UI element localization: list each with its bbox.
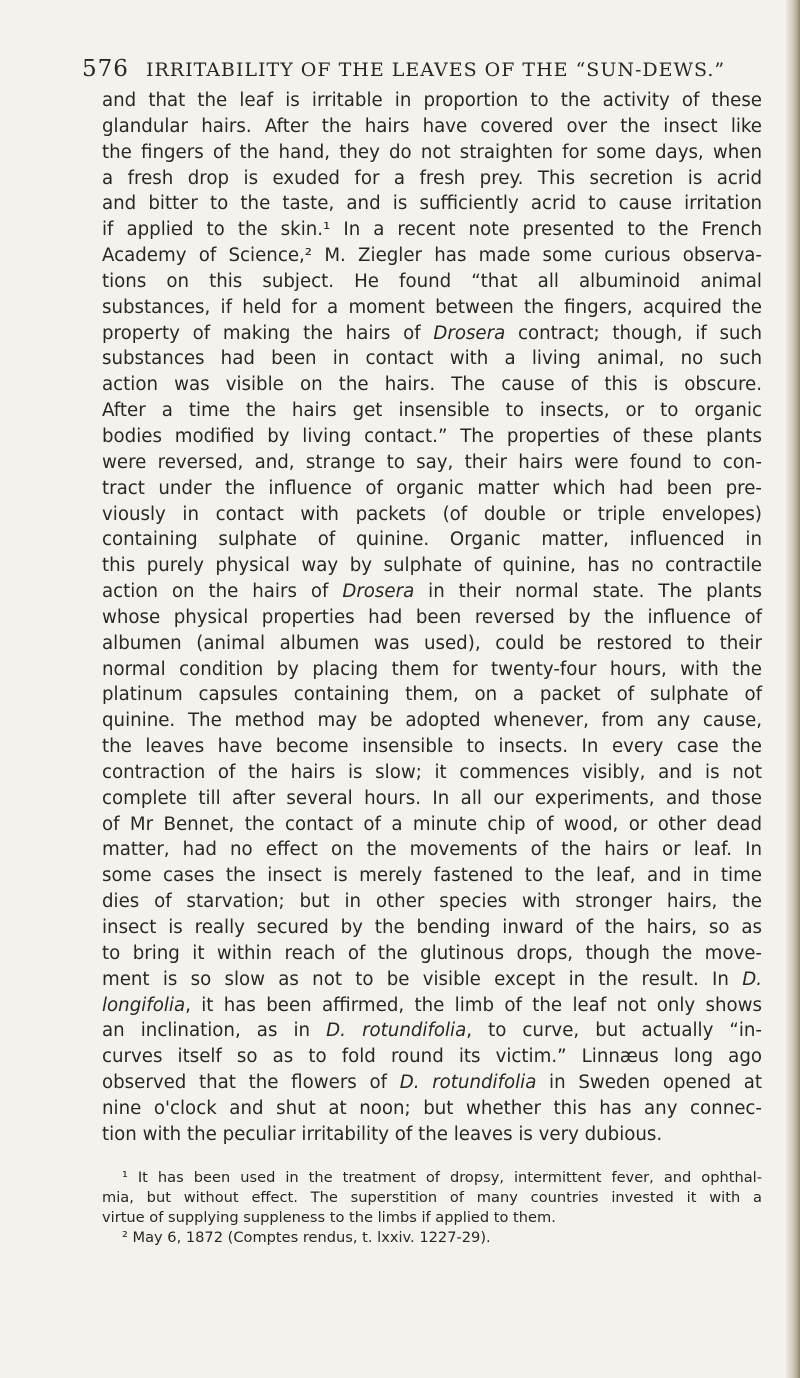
footnote-1-end: virtue of supplying suppleness to the limbs if applied to them.: [102, 1208, 556, 1226]
text-line: matter, had no effect on the movements of the hairs or leaf. In: [102, 839, 762, 861]
text-line: curves itself so as to fold round its victim.” Linnæus long ago: [102, 1046, 762, 1068]
text-line: contraction of the hairs is slow; it commences visibly, and is not: [102, 761, 762, 783]
text-line: longifolia, it has been affirmed, the limb of the leaf not only shows: [102, 994, 762, 1016]
text-line: ment is so slow as not to be visible except in the result. In D.: [102, 968, 762, 990]
text-line: platinum capsules containing them, on a packet of sulphate of: [102, 684, 762, 706]
text-line: After a time the hairs get insensible to insects, or to organic: [102, 400, 762, 422]
text-line: substances, if held for a moment between the fingers, acquired the: [102, 296, 762, 318]
text-line: viously in contact with packets (of double or triple envelopes): [102, 503, 762, 525]
text-line: observed that the flowers of D. rotundifolia in Sweden opened at: [102, 1072, 762, 1094]
text-line: property of making the hairs of Drosera contract; though, if such: [102, 322, 762, 344]
footnotes: [82, 1168, 762, 1248]
text-line: some cases the insect is merely fastened to the leaf, and in time: [102, 865, 762, 887]
text-line: glandular hairs. After the hairs have covered over the insect like: [102, 115, 762, 137]
text-line: this purely physical way by sulphate of quinine, has no contractile: [102, 555, 762, 577]
text-line: tract under the influence of organic matter which had been pre-: [102, 477, 762, 499]
text-line: whose physical properties had been reversed by the influence of: [102, 606, 762, 628]
text-line: bodies modified by living contact.” The properties of these plants: [102, 425, 762, 447]
text-line: the fingers of the hand, they do not straighten for some days, when: [102, 141, 762, 163]
text-line: to bring it within reach of the glutinous drops, though the move-: [102, 942, 762, 964]
text-line: containing sulphate of quinine. Organic matter, influenced in: [102, 529, 762, 551]
running-title: IRRITABILITY OF THE LEAVES OF THE “SUN-DEWS.”: [145, 59, 726, 81]
text-line: albumen (animal albumen was used), could be restored to their: [102, 632, 762, 654]
text-line: were reversed, and, strange to say, their hairs were found to con-: [102, 451, 762, 473]
text-line: if applied to the skin.¹ In a recent note presented to the French: [102, 219, 762, 241]
text-line: an inclination, as in D. rotundifolia, to curve, but actually “in-: [102, 1020, 762, 1042]
text-line: nine o'clock and shut at noon; but whether this has any connec-: [102, 1097, 762, 1119]
footnote-1-cont: mia, but without effect. The superstition of many countries invested it with a: [102, 1188, 762, 1206]
footnote-2: ² May 6, 1872 (Comptes rendus, t. lxxiv. 1227-29).: [122, 1228, 491, 1246]
text-line: complete till after several hours. In all our experiments, and those: [102, 787, 762, 809]
text-line: action on the hairs of Drosera in their normal state. The plants: [102, 581, 762, 603]
text-line: action was visible on the hairs. The cause of this is obscure.: [102, 374, 762, 396]
text-line: tion with the peculiar irritability of the leaves is very dubious.: [102, 1123, 663, 1145]
text-line: the leaves have become insensible to insects. In every case the: [102, 736, 762, 758]
footnote-1: ¹ It has been used in the treatment of dropsy, intermittent fever, and ophthal-: [122, 1168, 762, 1186]
text-line: normal condition by placing them for twenty-four hours, with the: [102, 658, 762, 680]
text-line: substances had been in contact with a living animal, no such: [102, 348, 762, 370]
text-line: of Mr Bennet, the contact of a minute chip of wood, or other dead: [102, 813, 762, 835]
text-line: Academy of Science,² M. Ziegler has made some curious observa-: [102, 245, 762, 267]
text-line: insect is really secured by the bending inward of the hairs, so as: [102, 917, 762, 938]
text-line: quinine. The method may be adopted whenever, from any cause,: [102, 710, 762, 732]
text-line: a fresh drop is exuded for a fresh prey. This secretion is acrid: [102, 167, 762, 189]
body-paragraph: [82, 88, 762, 1148]
text-line: and that the leaf is irritable in proportion to the activity of these: [102, 90, 762, 111]
text-line: and bitter to the taste, and is sufficiently acrid to cause irritation: [102, 193, 762, 215]
text-line: dies of starvation; but in other species with stronger hairs, the: [102, 891, 762, 913]
book-page: [82, 56, 772, 1248]
running-header: [82, 56, 772, 82]
page-number: 576: [82, 56, 129, 82]
text-line: tions on this subject. He found “that all albuminoid animal: [102, 270, 762, 292]
page-edge-shadow: [786, 0, 800, 1378]
